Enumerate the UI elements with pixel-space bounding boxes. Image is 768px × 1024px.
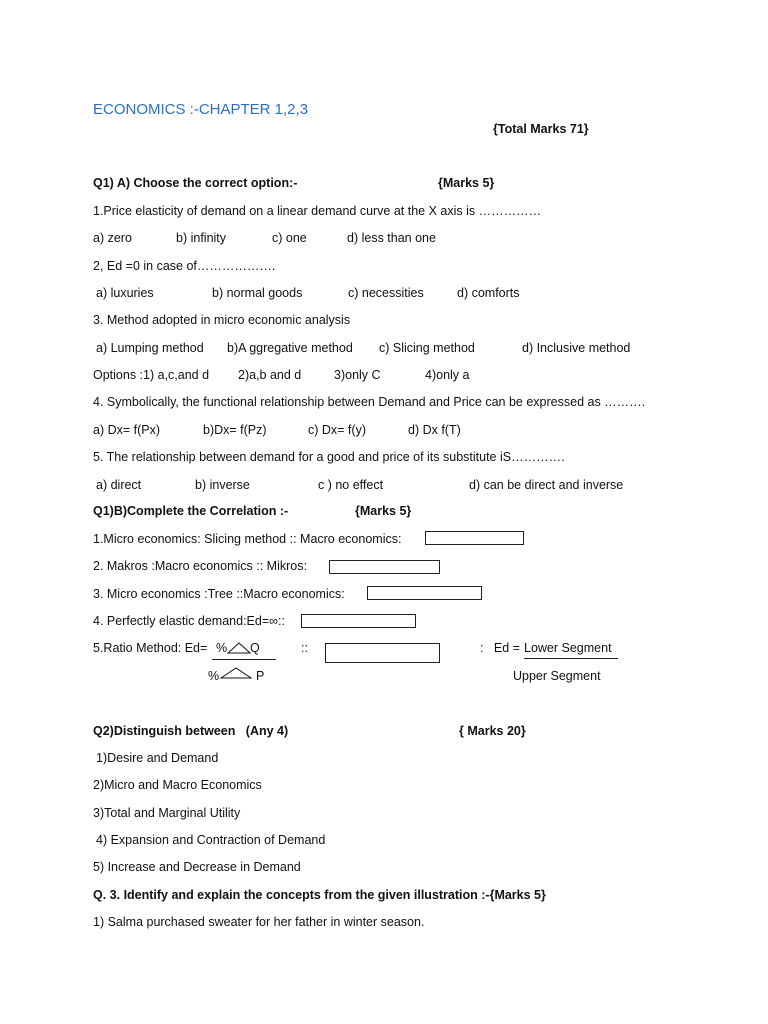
- answer-box-1[interactable]: [425, 531, 524, 545]
- option-text: 4)only a: [425, 368, 470, 382]
- q2-item-5: 5) Increase and Decrease in Demand: [93, 860, 301, 874]
- q1a-question-4: 4. Symbolically, the functional relationship between Demand and Price can be expressed as ……….: [93, 395, 646, 409]
- option-text: a) luxuries: [96, 286, 154, 300]
- ratio-den-percent: %: [208, 669, 220, 683]
- option-text: 3)only C: [334, 368, 381, 382]
- correlation-item-5: 5.Ratio Method: Ed=: [93, 641, 208, 655]
- option-text: c) Dx= f(y): [308, 423, 366, 437]
- delta-icon: [220, 667, 252, 679]
- correlation-item-3: 3. Micro economics :Tree ::Macro economics:: [93, 587, 345, 601]
- option-text: a) zero: [93, 231, 132, 245]
- q1b-heading: Q1)B)Complete the Correlation :-: [93, 504, 289, 518]
- option-text: b) normal goods: [212, 286, 303, 300]
- option-text: c) one: [272, 231, 307, 245]
- option-text: b) infinity: [176, 231, 227, 245]
- option-text: b)Dx= f(Pz): [203, 423, 267, 437]
- delta-icon: [227, 642, 251, 654]
- q1a-question-5: 5. The relationship between demand for a good and price of its substitute iS………….: [93, 450, 565, 464]
- option-text: 2)a,b and d: [238, 368, 302, 382]
- option-text: b) inverse: [195, 478, 250, 492]
- total-marks: {Total Marks 71}: [493, 122, 589, 136]
- option-text: a) Lumping method: [96, 341, 204, 355]
- correlation-item-1: 1.Micro economics: Slicing method :: Macro economics:: [93, 532, 402, 546]
- ed-prefix: : Ed =: [480, 641, 520, 655]
- fraction-bar: [524, 658, 618, 659]
- q2-item-1: 1)Desire and Demand: [96, 751, 219, 765]
- q1a-question-2: 2, Ed =0 in case of……………….: [93, 259, 276, 273]
- answer-box-4[interactable]: [301, 614, 416, 628]
- option-text: d) less than one: [347, 231, 436, 245]
- q1a-marks: {Marks 5}: [438, 176, 495, 190]
- ratio-den-var: P: [256, 669, 265, 683]
- answer-box-2[interactable]: [329, 560, 440, 574]
- option-text: c) necessities: [348, 286, 424, 300]
- q2-marks: { Marks 20}: [459, 724, 526, 738]
- correlation-item-2: 2. Makros :Macro economics :: Mikros:: [93, 559, 307, 573]
- q2-item-4: 4) Expansion and Contraction of Demand: [96, 833, 326, 847]
- q2-item-2: 2)Micro and Macro Economics: [93, 778, 262, 792]
- option-text: d) comforts: [457, 286, 520, 300]
- q3-heading: Q. 3. Identify and explain the concepts from the given illustration :-{Marks 5}: [93, 888, 546, 902]
- option-text: c) Slicing method: [379, 341, 475, 355]
- fraction-bar: [212, 659, 276, 660]
- q3-item-1: 1) Salma purchased sweater for her father in winter season.: [93, 915, 425, 929]
- option-text: Options :1) a,c,and d: [93, 368, 210, 382]
- option-text: d) Dx f(T): [408, 423, 461, 437]
- ed-numerator: Lower Segment: [524, 641, 612, 655]
- ratio-num-var: Q: [250, 641, 260, 655]
- ratio-num-percent: %: [216, 641, 228, 655]
- correlation-item-4: 4. Perfectly elastic demand:Ed=∞::: [93, 614, 285, 628]
- answer-box-5[interactable]: [325, 643, 440, 663]
- q1a-question-1: 1.Price elasticity of demand on a linear demand curve at the X axis is ……………: [93, 204, 542, 218]
- ed-denominator: Upper Segment: [513, 669, 601, 683]
- page-title: ECONOMICS :-CHAPTER 1,2,3: [93, 101, 309, 118]
- q1b-marks: {Marks 5}: [355, 504, 412, 518]
- option-text: a) Dx= f(Px): [93, 423, 161, 437]
- answer-box-3[interactable]: [367, 586, 482, 600]
- option-text: d) can be direct and inverse: [469, 478, 624, 492]
- q2-heading: Q2)Distinguish between (Any 4): [93, 724, 289, 738]
- q2-item-3: 3)Total and Marginal Utility: [93, 806, 241, 820]
- option-text: b)A ggregative method: [227, 341, 353, 355]
- ratio-separator: ::: [301, 641, 308, 655]
- q1a-heading: Q1) A) Choose the correct option:-: [93, 176, 298, 190]
- option-text: d) Inclusive method: [522, 341, 631, 355]
- q1a-question-3: 3. Method adopted in micro economic analysis: [93, 313, 351, 327]
- option-text: c ) no effect: [318, 478, 384, 492]
- option-text: a) direct: [96, 478, 142, 492]
